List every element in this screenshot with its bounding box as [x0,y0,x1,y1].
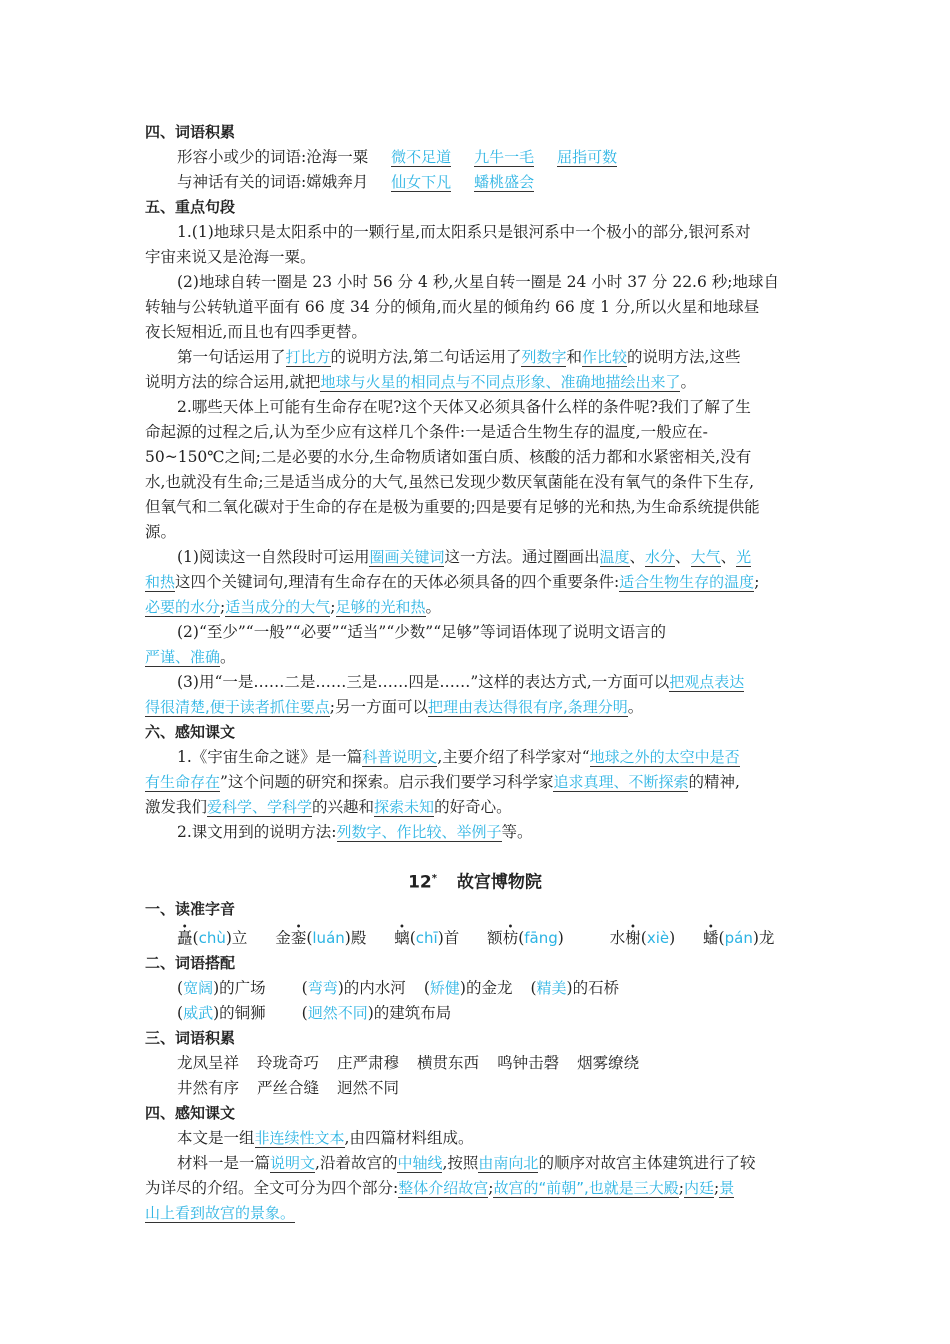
text: 的内水河 [343,978,406,997]
answer: 探索未知 [374,798,435,816]
char: 螭 [394,928,410,947]
answer: 仙女下凡 [391,173,452,191]
lesson-title [145,865,805,897]
text: 的说明方法,第二句话运用了 [330,348,522,366]
answer: 打比方 [285,348,331,366]
answer: 把理由表达得很有序,条理分明 [428,698,628,716]
answer: 地球之外的太空中是否 [589,748,740,766]
answer: 足够的光和热 [335,598,426,616]
paragraph-line: (1)阅读这一自然段时可运用圈画关键词这一方法。通过圈画出温度、水分、大气、光 [177,548,752,566]
text: 的铜狮 [219,1003,266,1022]
answer: 有生命存在 [145,773,221,791]
text: 的顺序对故宫主体建筑进行了较 [538,1153,756,1172]
answer: 光 [736,548,752,566]
pinyin-item: 蟠(pán)龙 [703,928,775,947]
answer: 内廷 [684,1178,715,1197]
answer: 宽阔 [183,978,214,997]
answer: 把观点表达 [669,673,745,691]
paragraph-line: 1.(1)地球只是太阳系中的一颗行星,而太阳系只是银河系中一个极小的部分,银河系对 [177,223,751,241]
word: 烟雾缭绕 [577,1053,640,1072]
section-heading: 五、重点句段 [145,198,236,216]
word: 迥然不同 [337,1078,400,1097]
text: 说明方法的综合运用,就把 [145,373,321,391]
text: 和 [566,348,582,366]
answer: 列数字、作比较、举例子 [336,823,502,841]
answer: 威武 [183,1003,214,1022]
vocab-line [145,170,805,195]
paragraph-line: 命起源的过程之后,认为至少应有这样几个条件:一是适合生物生存的温度,一般应在- [145,423,708,441]
answer: 圈画关键词 [369,548,445,566]
answer: 屈指可数 [557,148,618,166]
text: 本文是一组 [177,1128,255,1147]
match-line: (宽阔)的广场 (弯弯)的内水河 (矫健)的金龙 (精美)的石桥 [177,978,620,997]
text: ; [714,1178,720,1197]
pinyin-item: 金銮(luán)殿 [275,928,367,947]
paragraph-line [145,670,805,695]
text: ; [488,1178,494,1197]
answer: 中轴线 [397,1153,443,1172]
paragraph-line: 源。 [145,523,177,541]
section-heading: 二、词语搭配 [145,953,236,972]
char: 矗 [177,928,193,947]
text: (3)用“一是……二是……三是……四是……”这样的表达方式,一方面可以 [177,673,670,691]
paragraph-line: 50~150℃之间;二是必要的水分,生命物质诸如蛋白质、核酸的活力都和水紧密相关,没有 [145,448,752,466]
lesson-number: 12 [408,872,432,893]
answer: 追求真理、不断探索 [553,773,689,791]
paragraph-line [145,795,805,820]
answer: 适当成分的大气 [225,598,331,616]
answer: 迥然不同 [307,1003,368,1022]
paragraph-line [145,345,805,370]
answer: 矫健 [429,978,460,997]
answer: 微不足道 [391,148,452,166]
word: 井然有序 [177,1078,240,1097]
text: 的好奇心。 [434,798,512,816]
pinyin-item: 额枋(fāng) [487,928,564,947]
paragraph-line [145,1151,805,1176]
pinyin: chī [415,928,438,947]
text: 的石桥 [572,978,620,997]
answer: 说明文 [270,1153,316,1172]
text: 2.课文用到的说明方法: [177,823,337,841]
char: 龙 [758,928,775,947]
text: 等。 [501,823,533,841]
text: 的广场 [219,978,266,997]
paragraph-line: 2.哪些天体上可能有生命存在呢?这个天体又必须具备什么样的条件呢?我们了解了生 [177,398,751,416]
answer: 由南向北 [478,1153,539,1172]
text: ; [678,1178,685,1197]
paragraph-line: 宇宙来说又是沧海一粟。 [145,248,316,266]
pinyin-item: 矗(chù)立 [177,928,248,947]
section-heading: 四、感知课文 [145,1103,236,1122]
answer: 列数字 [521,348,567,366]
answer: 适合生物生存的温度 [619,573,755,591]
document-page [145,120,805,1226]
lesson-star: * [431,873,437,884]
word: 横贯东西 [417,1053,480,1072]
answer: 地球与火星的相同点与不同点形象、准确地描绘出来了 [320,373,681,391]
answer: 爱科学、学科学 [207,798,313,816]
answer: 整体介绍故宫 [398,1178,489,1197]
pinyin-item: 水榭(xiè) [609,928,676,947]
paragraph-line: 必要的水分;适当成分的大气;足够的光和热。 [145,598,442,616]
pinyin: pán [724,928,753,947]
vocab-label: 形容小或少的词语:沧海一粟 [177,148,369,166]
text: 为详尽的介绍。全文可分为四个部分: [145,1178,399,1197]
paragraph-line: (2)地球自转一圈是 23 小时 56 分 4 秒,火星自转一圈是 24 小时 37 分 22.6 秒;地球自 [177,273,779,291]
answer: 精美 [536,978,567,997]
answer: 严谨、准确 [145,648,221,666]
answer: 景 [719,1178,735,1197]
paragraph-line [145,1176,805,1201]
text: 这一方法。通过圈画出 [444,548,600,566]
text: 。 [220,648,236,666]
section-heading: 一、读准字音 [145,899,236,918]
text: 1.《宇宙生命之谜》是一篇 [177,748,363,766]
paragraph-line: (2)“至少”“一般”“必要”“适当”“少数”“足够”等词语体现了说明文语言的 [177,623,667,641]
paragraph-line [145,695,805,720]
pinyin-item: 螭(chī)首 [394,928,460,947]
text: 材料一是一篇 [177,1153,271,1172]
word: 鸣钟击磬 [497,1053,560,1072]
pinyin: chù [198,928,226,947]
paragraph-line [145,745,805,770]
paragraph-line [145,820,805,845]
char: 首 [443,928,460,947]
paragraph-line: 夜长短相近,而且也有四季更替。 [145,323,367,341]
text: 的兴趣和 [312,798,375,816]
paragraph-line: 水,也就没有生命;三是适当成分的大气,虽然已发现少数厌氧菌能在没有氧气的条件下生存, [145,473,755,491]
section-heading: 六、感知课文 [145,723,236,741]
paragraph-line [145,645,805,670]
text: 的建筑布局 [373,1003,452,1022]
text: ;另一方面可以 [329,698,429,716]
section-heading: 四、词语积累 [145,123,236,141]
answer: 非连续性文本 [254,1128,345,1147]
paragraph-line [145,1126,805,1151]
text: 的精神, [688,773,740,791]
word-list [145,1051,805,1076]
match-line: (威武)的铜狮 (迥然不同)的建筑布局 [177,1003,452,1022]
char: 蟠 [703,928,719,947]
answer: 和热 [145,573,176,591]
text: ,按照 [442,1153,479,1172]
text: ”这个问题的研究和探索。启示我们要学习科学家 [220,773,554,791]
text: 激发我们 [145,798,208,816]
word: 庄严肃穆 [337,1053,400,1072]
answer: 大气 [690,548,721,566]
pinyin-line [145,926,805,951]
char: 殿 [350,928,367,947]
section-heading: 三、词语积累 [145,1028,236,1047]
lesson-name: 故宫博物院 [456,872,542,893]
paragraph-line: 和热这四个关键词句,理清有生命存在的天体必须具备的四个重要条件:适合生物生存的温度; [145,573,760,591]
text: 这四个关键词句,理清有生命存在的天体必须具备的四个重要条件: [175,573,620,591]
text: ,主要介绍了科学家对“ [437,748,590,766]
word: 龙凤呈祥 [177,1053,240,1072]
vocab-label: 与神话有关的词语:嫦娥奔月 [177,173,369,191]
text: 。 [680,373,696,391]
word: 严丝合缝 [257,1078,320,1097]
vocab-line [145,145,805,170]
paragraph-line [145,1201,805,1226]
char: 立 [231,928,248,947]
text: ,沿着故宫的 [315,1153,398,1172]
paragraph-line: 转轴与公转轨道平面有 66 度 34 分的倾角,而火星的倾角约 66 度 1 分,所以火星和地球昼 [145,298,760,316]
answer: 水分 [645,548,676,566]
answer: 作比较 [582,348,628,366]
pinyin: luán [312,928,345,947]
answer: 必要的水分 [145,598,221,616]
pinyin: xiè [646,928,670,947]
word: 玲珑奇巧 [257,1053,320,1072]
text: 。 [425,598,442,616]
text: 的金龙 [465,978,513,997]
pinyin: fāng [524,928,558,947]
answer: 九牛一毛 [474,148,535,166]
text: 的说明方法,这些 [627,348,741,366]
text: (1)阅读这一自然段时可运用 [177,548,370,566]
paragraph-line [145,770,805,795]
text: 。 [627,698,644,716]
paragraph-line: 但氧气和二氧化碳对于生命的存在是极为重要的;四是要有足够的光和热,为生命系统提供能 [145,498,760,516]
word-list [145,1076,805,1101]
answer: 得很清楚,便于读者抓住要点 [145,698,330,716]
paragraph-line [145,370,805,395]
answer: 弯弯 [307,978,338,997]
text: ,由四篇材料组成。 [344,1128,474,1147]
answer: 温度 [599,548,630,566]
answer: 蟠桃盛会 [474,173,535,191]
answer: 故宫的“前朝”,也就是三大殿 [493,1178,679,1197]
answer: 科普说明文 [362,748,438,766]
text: 第一句话运用了 [177,348,286,366]
answer: 山上看到故宫的景象。 [145,1203,296,1222]
